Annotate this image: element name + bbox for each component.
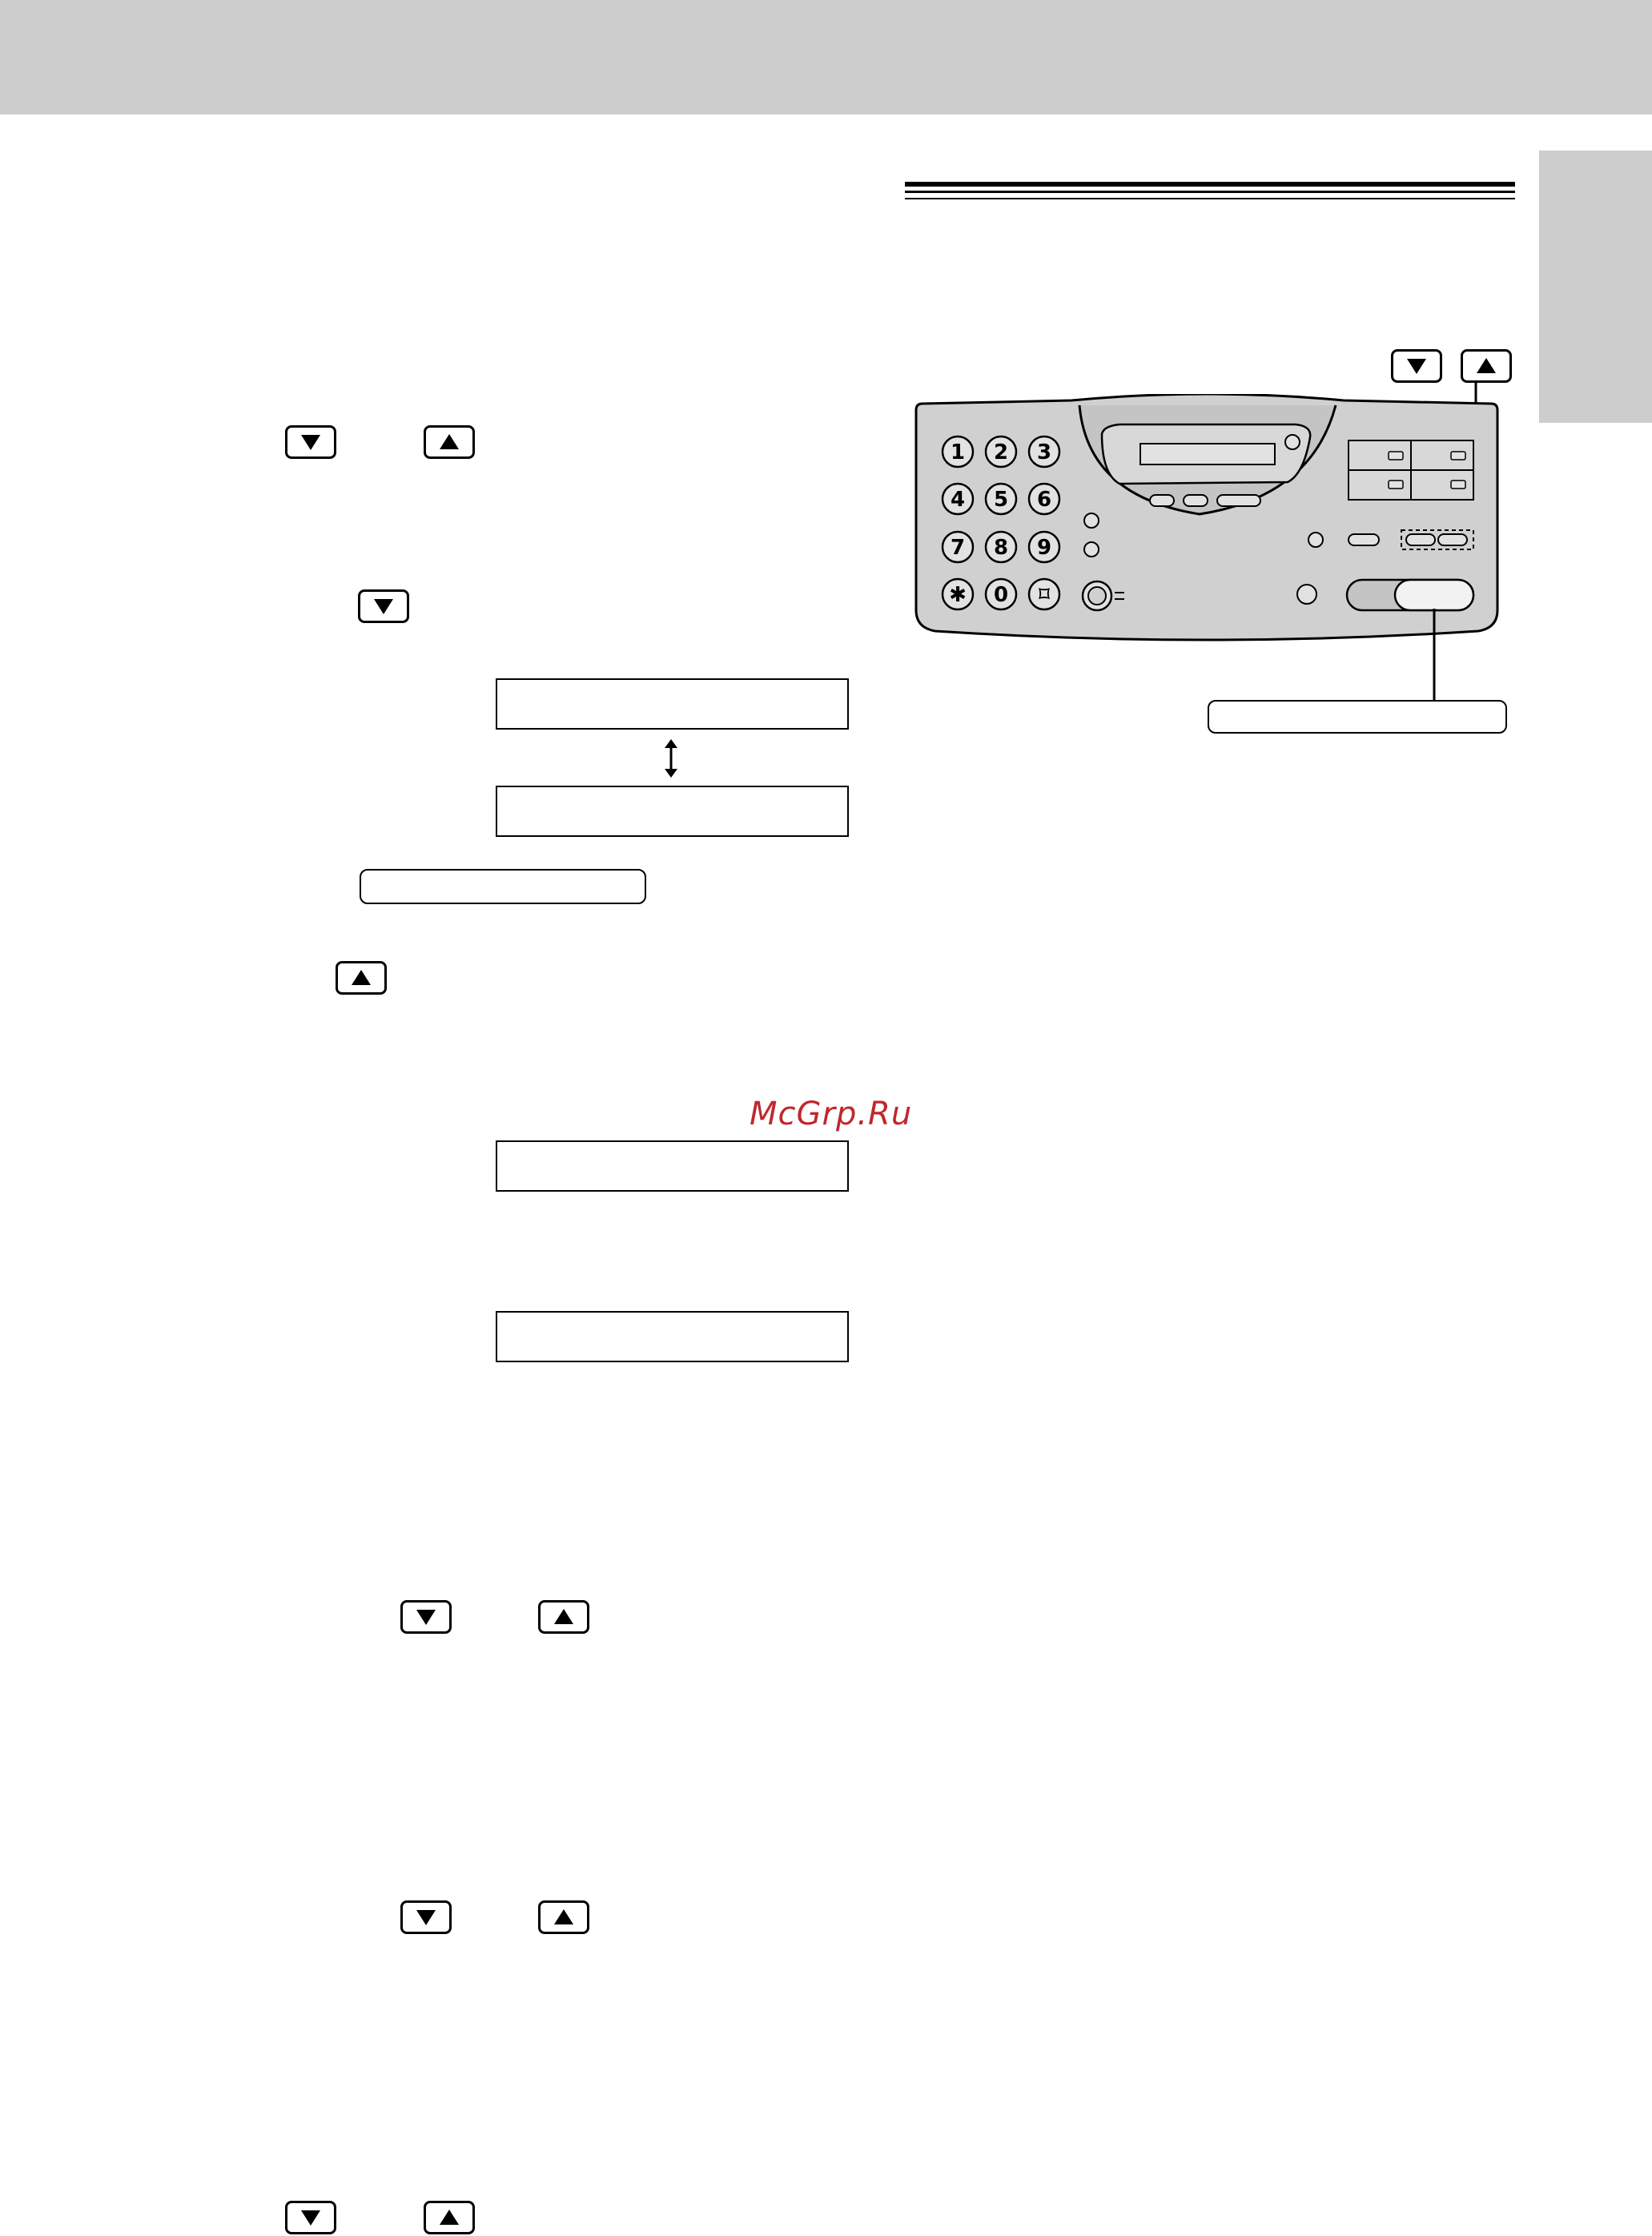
up-key[interactable] — [336, 961, 387, 995]
watermark: McGrp.Ru — [750, 1096, 913, 1132]
down-arrow-icon — [360, 592, 407, 621]
lcd-display — [496, 1140, 849, 1192]
down-key[interactable] — [285, 425, 336, 459]
up-arrow-icon — [338, 963, 384, 992]
header-band — [0, 0, 1652, 115]
heading-rule-thin — [905, 191, 1515, 193]
heading-rule-thick — [905, 182, 1515, 187]
up-key-callout[interactable] — [1461, 349, 1512, 383]
up-arrow-icon — [1463, 352, 1509, 380]
fax-panel-illustration — [911, 394, 1504, 650]
svg-text:⌑: ⌑ — [1038, 583, 1051, 607]
svg-text:8: 8 — [993, 536, 1009, 560]
down-arrow-icon — [403, 1603, 449, 1631]
svg-text:9: 9 — [1036, 536, 1052, 560]
down-key[interactable] — [358, 589, 409, 623]
svg-text:✱: ✱ — [949, 583, 967, 607]
section-tab — [1539, 151, 1652, 423]
up-arrow-icon — [426, 2203, 472, 2232]
down-key[interactable] — [285, 2201, 336, 2234]
svg-text:3: 3 — [1036, 440, 1052, 464]
up-key[interactable] — [538, 1600, 589, 1634]
lcd-display — [496, 678, 849, 730]
svg-text:0: 0 — [993, 583, 1009, 607]
svg-text:5: 5 — [993, 488, 1009, 512]
heading-rule-hair — [905, 198, 1515, 199]
up-key[interactable] — [424, 2201, 475, 2234]
set-button-label[interactable] — [360, 869, 646, 904]
svg-text:7: 7 — [950, 536, 966, 560]
svg-text:1: 1 — [950, 440, 966, 464]
label-leader-line — [1430, 609, 1438, 702]
svg-text:2: 2 — [993, 440, 1009, 464]
up-key[interactable] — [538, 1900, 589, 1934]
device-button-label[interactable] — [1208, 700, 1507, 734]
lcd-display — [496, 786, 849, 837]
down-arrow-icon — [287, 2203, 334, 2232]
svg-text:6: 6 — [1036, 488, 1052, 512]
down-arrow-icon — [403, 1903, 449, 1932]
down-arrow-icon — [287, 428, 334, 456]
lcd-display — [496, 1311, 849, 1362]
svg-text:4: 4 — [950, 488, 966, 512]
down-key[interactable] — [400, 1600, 452, 1634]
up-down-arrow-icon — [661, 738, 681, 778]
down-key-callout[interactable] — [1391, 349, 1442, 383]
up-arrow-icon — [541, 1903, 587, 1932]
down-key[interactable] — [400, 1900, 452, 1934]
up-arrow-icon — [426, 428, 472, 456]
up-arrow-icon — [541, 1603, 587, 1631]
down-arrow-icon — [1393, 352, 1440, 380]
up-key[interactable] — [424, 425, 475, 459]
